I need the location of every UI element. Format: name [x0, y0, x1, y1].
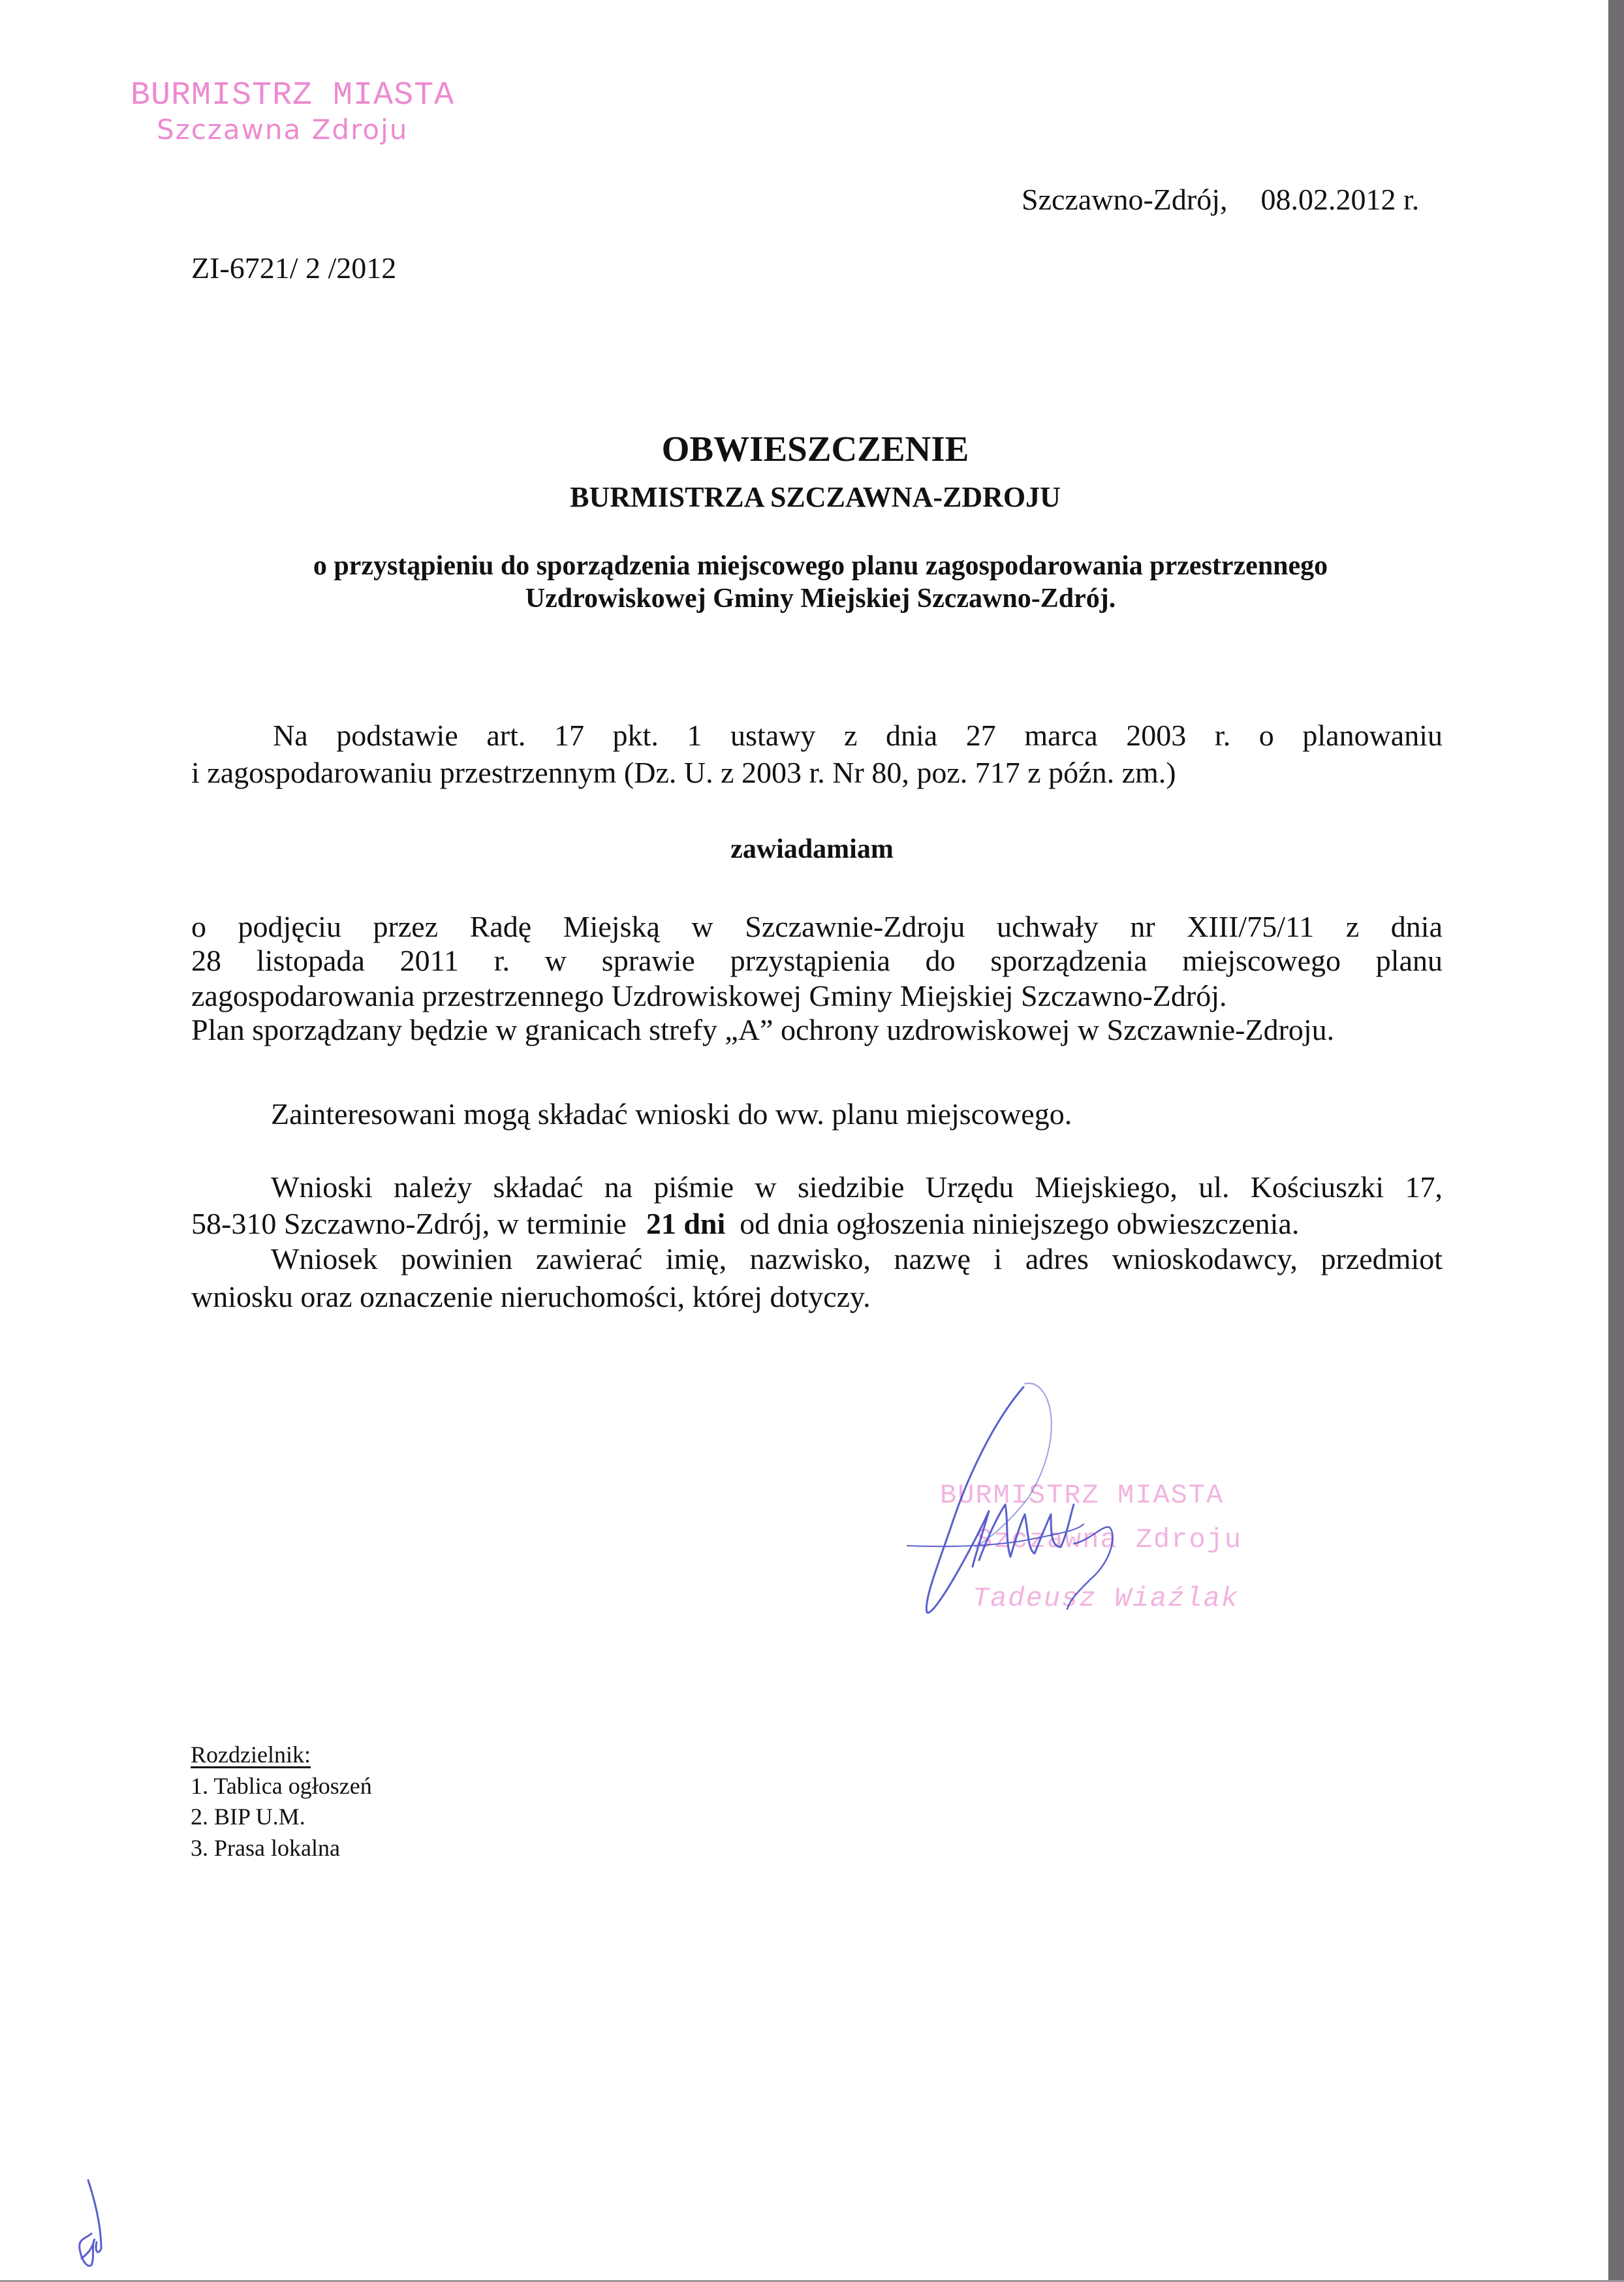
resolution-line1: o podjęciu przez Radę Miejską w Szczawnie-Zdroju uchwały nr XIII/75/11 z dnia — [191, 910, 1443, 943]
distribution-item: 1. Tablica ogłoszeń — [191, 1773, 372, 1799]
date: 08.02.2012 r. — [1260, 183, 1420, 216]
interested-paragraph: Zainteresowani mogą składać wnioski do ww. planu miejscowego. — [271, 1097, 1072, 1131]
scan-edge — [1608, 0, 1624, 2282]
resolution-line4: Plan sporządzany będzie w granicach strefy „A” ochrony uzdrowiskowej w Szczawnie-Zdroju. — [191, 1013, 1335, 1046]
submission-line1: Wnioski należy składać na piśmie w siedzibie Urzędu Miejskiego, ul. Kościuszki 17, — [271, 1170, 1443, 1204]
signature-stamp-line1: BURMISTRZ MIASTA — [940, 1480, 1225, 1511]
place-date — [1022, 185, 1419, 215]
distribution-item: 2. BIP U.M. — [191, 1804, 305, 1830]
top-stamp-line2: Szczawna Zdroju — [157, 114, 409, 146]
top-stamp-line1: BURMISTRZ MIASTA — [131, 77, 455, 114]
signature-icon — [914, 1384, 1188, 1632]
resolution-line3: zagospodarowania przestrzennego Uzdrowiskowej Gminy Miejskiej Szczawno-Zdrój. — [191, 979, 1227, 1012]
reference-number: ZI-6721/ 2 /2012 — [191, 251, 397, 285]
signature-stamp-line3: Tadeusz Wiaźlak — [973, 1583, 1240, 1614]
notify-heading: zawiadamiam — [730, 834, 894, 864]
distribution-heading: Rozdzielnik: — [191, 1742, 311, 1768]
page-subtitle: BURMISTRZA SZCZAWNA-ZDROJU — [570, 481, 1061, 513]
distribution-item: 3. Prasa lokalna — [191, 1835, 340, 1861]
resolution-line2: 28 listopada 2011 r. w sprawie przystąpienia do sporządzenia miejscowego planu — [191, 944, 1443, 977]
initials-icon — [65, 2174, 111, 2278]
topic-line1: o przystąpieniu do sporządzenia miejscowego planu zagospodarowania przestrzennego — [313, 551, 1328, 581]
submission-line2-before: 58-310 Szczawno-Zdrój, w terminie — [191, 1207, 627, 1240]
signature-stamp-line2: Szczawna Zdroju — [976, 1524, 1243, 1555]
submission-line4: wniosku oraz oznaczenie nieruchomości, której dotyczy. — [191, 1280, 871, 1313]
topic-line2: Uzdrowiskowej Gminy Miejskiej Szczawno-Zdrój. — [525, 584, 1116, 614]
basis-line1: Na podstawie art. 17 pkt. 1 ustawy z dnia 27 marca 2003 r. o planowaniu — [273, 719, 1443, 752]
top-stamp — [131, 77, 455, 146]
deadline-days: 21 dni — [646, 1207, 726, 1240]
page-title: OBWIESZCZENIE — [661, 429, 969, 469]
submission-line2 — [191, 1209, 1299, 1239]
place: Szczawno-Zdrój, — [1022, 183, 1228, 216]
basis-line2: i zagospodarowaniu przestrzennym (Dz. U. z 2003 r. Nr 80, poz. 717 z późn. zm.) — [191, 756, 1176, 789]
submission-line3: Wniosek powinien zawierać imię, nazwisko, nazwę i adres wnioskodawcy, przedmiot — [271, 1242, 1443, 1275]
submission-line2-after: od dnia ogłoszenia niniejszego obwieszczenia. — [740, 1207, 1300, 1240]
